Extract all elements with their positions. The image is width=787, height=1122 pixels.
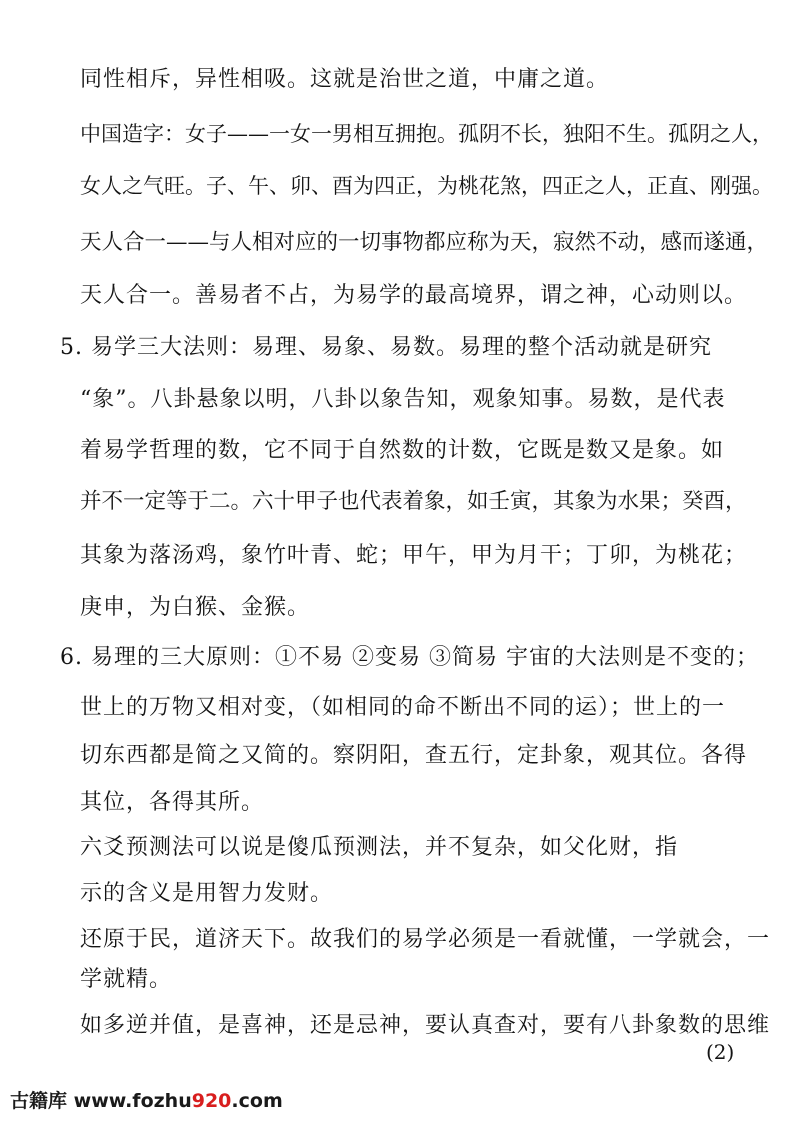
text-line-1: 同性相斥，异性相吸。这就是治世之道，中庸之道。 [80, 67, 610, 92]
text-line-13: 世上的万物又相对变，（如相同的命不断出不同的运）；世上的一 [80, 695, 726, 720]
text-line-18: 还原于民，道济天下。故我们的易学必须是一看就懂，一学就会，一 [80, 927, 771, 952]
text-line-15: 其位，各得其所。 [80, 790, 265, 815]
watermark-url-number: 920 [191, 1090, 232, 1112]
watermark-site-name: 古籍库 [10, 1090, 68, 1112]
site-watermark [10, 1086, 283, 1113]
text-line-9: 并不一定等于二。六十甲子也代表着象，如壬寅，其象为水果；癸酉， [80, 489, 747, 514]
text-line-8: 着易学哲理的数，它不同于自然数的计数，它既是数又是象。如 [80, 438, 725, 463]
text-line-19: 学就精。 [80, 967, 173, 992]
text-line-10: 其象为落汤鸡，象竹叶青、蛇；甲午，甲为月干；丁卯，为桃花； [80, 543, 748, 568]
text-line-6: 5. 易学三大法则：易理、易象、易数。易理的整个活动就是研究 [60, 335, 712, 360]
text-line-4: 天人合一——与人相对应的一切事物都应称为天，寂然不动，感而遂通， [80, 230, 769, 255]
text-line-17: 示的含义是用智力发财。 [80, 881, 334, 906]
text-line-12: 6. 易理的三大原则：①不易 ②变易 ③简易 宇宙的大法则是不变的； [60, 645, 759, 670]
text-line-14: 切东西都是简之又简的。察阴阳，查五行，定卦象，观其位。各得 [80, 743, 748, 768]
text-line-20: 如多逆并值，是喜神，还是忌神，要认真查对，要有八卦象数的思维 [80, 1013, 771, 1038]
text-line-16: 六爻预测法可以说是傻瓜预测法，并不复杂，如父化财，指 [80, 835, 679, 860]
text-line-11: 庚申，为白猴、金猴。 [80, 595, 311, 620]
watermark-url-prefix: www.fozhu [73, 1090, 192, 1112]
watermark-url-suffix: .com [231, 1090, 283, 1112]
page-number: (2) [706, 1040, 735, 1064]
text-line-3: 女人之气旺。子、午、卯、酉为四正，为桃花煞，四正之人，正直、刚强。 [80, 174, 773, 198]
text-line-5: 天人合一。善易者不占，为易学的最高境界，谓之神，心动则以。 [80, 283, 748, 308]
text-line-7: “象”。八卦悬象以明，八卦以象告知，观象知事。易数，是代表 [80, 387, 726, 412]
text-line-2: 中国造字：女子——一女一男相互拥抱。孤阴不长，独阳不生。孤阴之人， [80, 122, 773, 146]
